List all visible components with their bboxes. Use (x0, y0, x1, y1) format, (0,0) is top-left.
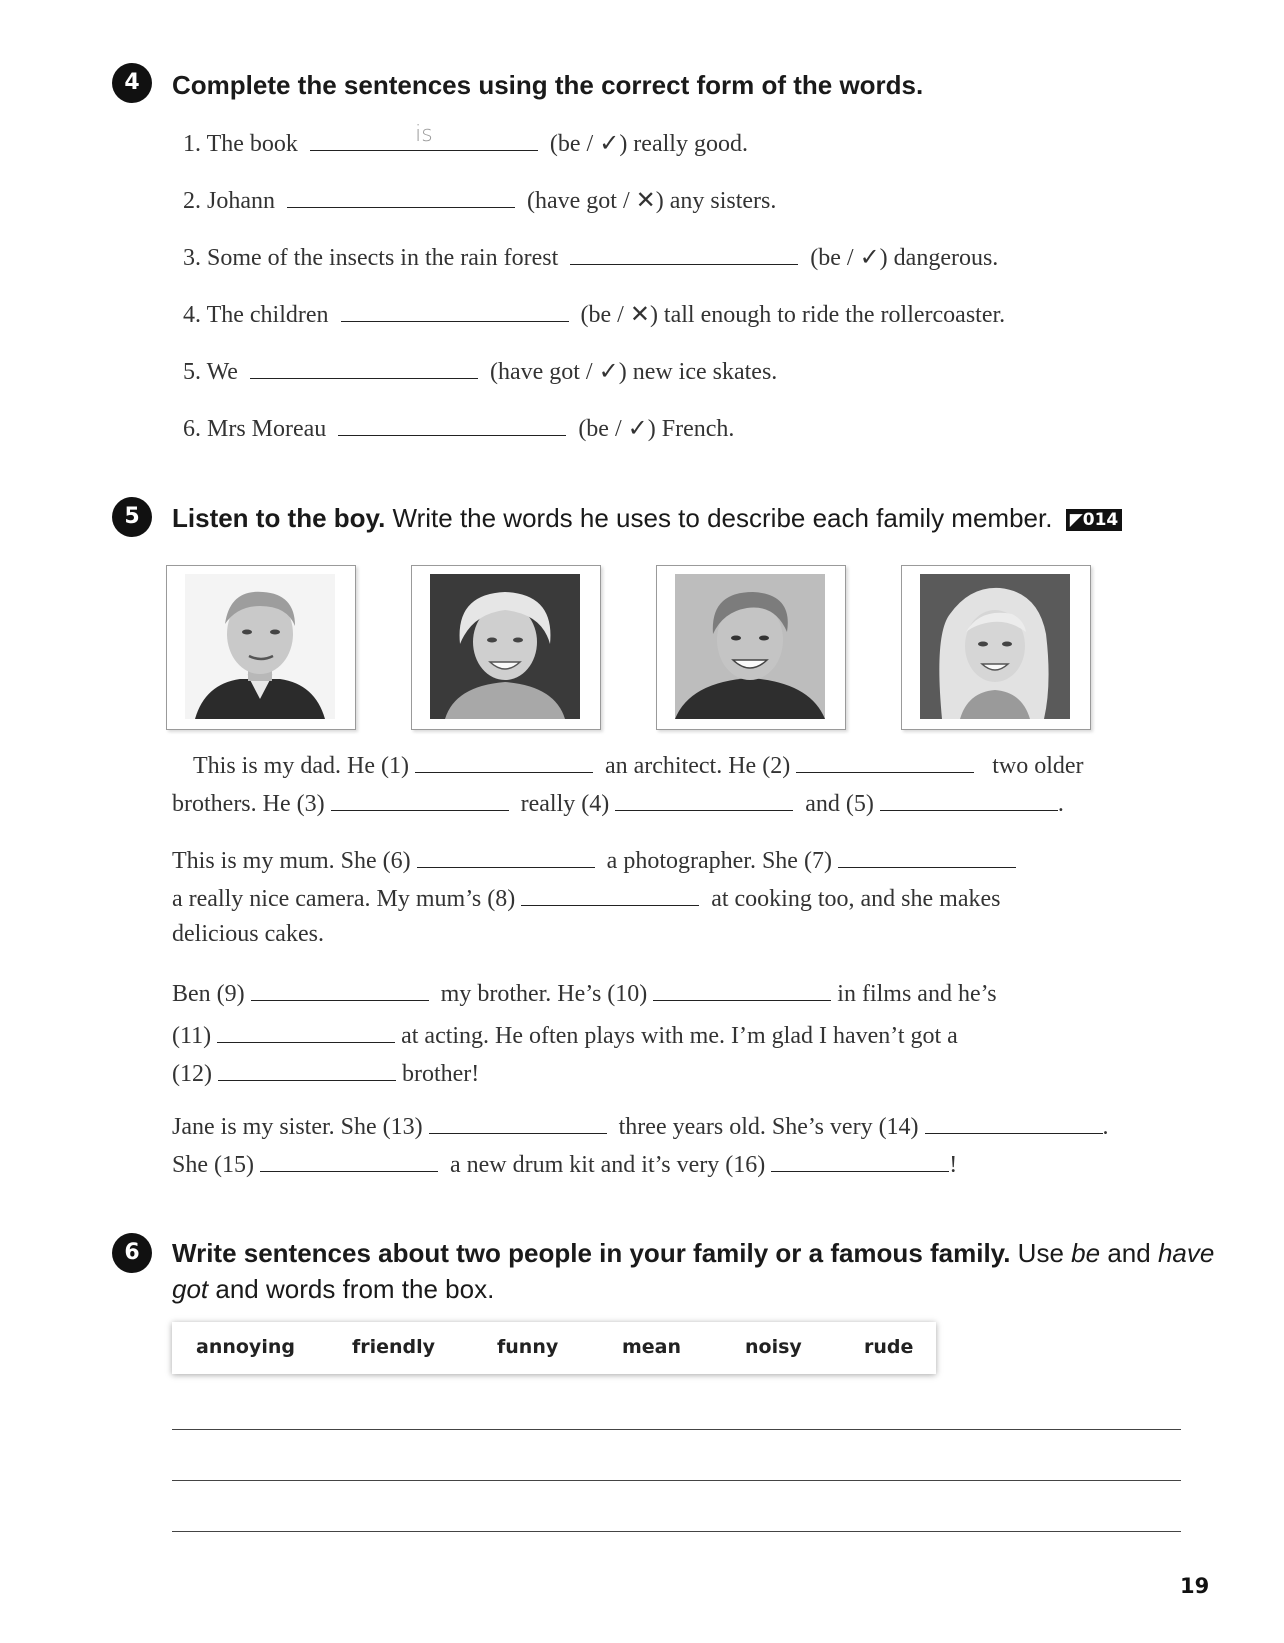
ex5-ben-line-1: Ben (9) my brother. He’s (10) in films and he’s (172, 978, 997, 1008)
sister-portrait-icon (920, 574, 1070, 719)
ex5-jane-line-1: Jane is my sister. She (13) three years old. She’s very (14) . (172, 1111, 1109, 1141)
ex5-blank-7[interactable] (838, 845, 1016, 868)
ex5-dad-line-2: brothers. He (3) really (4) and (5) . (172, 788, 1064, 818)
photo-sister (901, 565, 1091, 730)
ex4-item-2: 2. Johann (have got / ✕) any sisters. (183, 185, 776, 215)
ex4-answer-2[interactable] (287, 185, 515, 208)
exercise-number-4: 4 (112, 63, 152, 103)
writing-line-2[interactable] (172, 1480, 1181, 1481)
ex5-blank-6[interactable] (417, 845, 595, 868)
exercise-number-6: 6 (112, 1233, 152, 1273)
exercise-6-heading-line-2: got and words from the box. (172, 1274, 495, 1304)
ex5-blank-3[interactable] (331, 788, 509, 811)
page-number: 19 (1180, 1574, 1210, 1598)
ex5-mum-line-3: delicious cakes. (172, 921, 324, 947)
ex4-answer-6[interactable] (338, 413, 566, 436)
mum-portrait-icon (430, 574, 580, 719)
ex4-answer-4[interactable] (341, 299, 569, 322)
ex5-blank-12[interactable] (218, 1058, 396, 1081)
headphones-icon: ◤ (1069, 510, 1083, 530)
ex5-blank-9[interactable] (251, 978, 429, 1001)
ex4-item-6: 6. Mrs Moreau (be / ✓) French. (183, 413, 734, 443)
word-box-item: funny (497, 1336, 559, 1358)
ex4-item-5: 5. We (have got / ✓) new ice skates. (183, 356, 777, 386)
word-box-item: mean (622, 1336, 682, 1358)
ex4-item-4: 4. The children (be / ✕) tall enough to ride the rollercoaster. (183, 299, 1005, 329)
photo-dad (166, 565, 356, 730)
brother-portrait-icon (675, 574, 825, 719)
word-box-item: friendly (352, 1336, 436, 1358)
writing-line-3[interactable] (172, 1531, 1181, 1532)
ex5-blank-16[interactable] (771, 1149, 949, 1172)
ex5-blank-1[interactable] (415, 750, 593, 773)
photo-mum (411, 565, 601, 730)
ex5-mum-line-2: a really nice camera. My mum’s (8) at cooking too, and she makes (172, 883, 1000, 913)
ex5-blank-10[interactable] (653, 978, 831, 1001)
exercise-4-heading: Complete the sentences using the correct form of the words. (172, 70, 924, 100)
exercise-5-heading: Listen to the boy. Write the words he uses to describe each family member. ◤014 (172, 503, 1122, 534)
ex5-ben-line-3: (12) brother! (172, 1058, 479, 1088)
ex5-blank-14[interactable] (925, 1111, 1103, 1134)
ex4-item-1: 1. The book is (be / ✓) really good. (183, 122, 748, 157)
word-box-item: noisy (745, 1336, 802, 1358)
word-box-item: annoying (196, 1336, 295, 1358)
ex5-ben-line-2: (11) at acting. He often plays with me. I’m glad I haven’t got a (172, 1020, 958, 1050)
exercise-number-5: 5 (112, 497, 152, 537)
dad-portrait-icon (185, 574, 335, 719)
audio-track-badge[interactable]: ◤014 (1066, 509, 1123, 531)
word-box-item: rude (864, 1336, 914, 1358)
word-box (172, 1322, 936, 1374)
ex5-blank-4[interactable] (615, 788, 793, 811)
ex5-blank-11[interactable] (217, 1020, 395, 1043)
ex4-answer-5[interactable] (250, 356, 478, 379)
ex4-answer-3[interactable] (570, 242, 798, 265)
photo-brother (656, 565, 846, 730)
ex4-answer-1[interactable]: is (310, 128, 538, 151)
ex5-blank-13[interactable] (429, 1111, 607, 1134)
ex5-mum-line-1: This is my mum. She (6) a photographer. She (7) (172, 845, 1016, 875)
ex5-blank-15[interactable] (260, 1149, 438, 1172)
ex4-item-3: 3. Some of the insects in the rain forest (be / ✓) dangerous. (183, 242, 998, 272)
ex5-jane-line-2: She (15) a new drum kit and it’s very (16) ! (172, 1149, 957, 1179)
ex5-blank-2[interactable] (796, 750, 974, 773)
ex5-dad-line-1: This is my dad. He (1) an architect. He (2) two older (193, 750, 1084, 780)
ex5-blank-5[interactable] (880, 788, 1058, 811)
ex5-blank-8[interactable] (521, 883, 699, 906)
exercise-6-heading-line-1: Write sentences about two people in your family or a famous family. Use be and have (172, 1238, 1215, 1268)
writing-line-1[interactable] (172, 1429, 1181, 1430)
